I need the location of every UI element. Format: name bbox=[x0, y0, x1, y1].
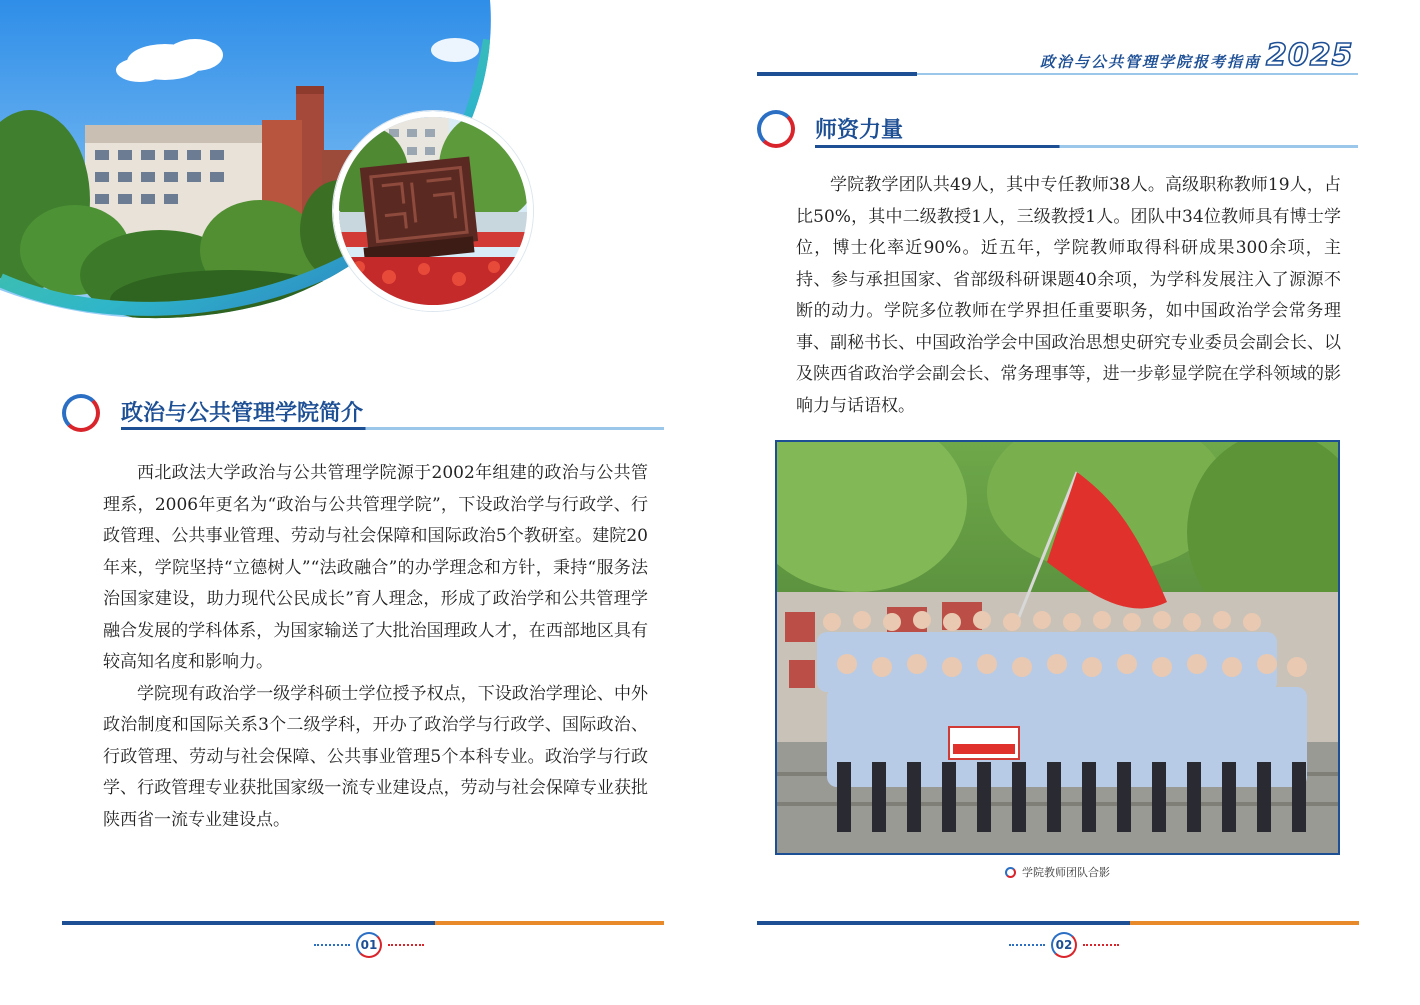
footer-bar bbox=[757, 921, 1359, 925]
caption-text: 学院教师团队合影 bbox=[1022, 866, 1110, 879]
photo-caption bbox=[1005, 864, 1110, 880]
section-title-faculty: 师资力量 bbox=[815, 118, 904, 143]
page-number-badge: 01 bbox=[356, 932, 382, 958]
dots-right bbox=[1083, 944, 1119, 946]
header-bar-light bbox=[917, 73, 1358, 75]
dots-left bbox=[1009, 944, 1045, 946]
caption-icon bbox=[1005, 867, 1016, 878]
dots-right bbox=[388, 944, 424, 946]
section-title-intro: 政治与公共管理学院简介 bbox=[121, 401, 364, 426]
section-underline bbox=[121, 427, 664, 430]
header-bar-dark bbox=[757, 72, 917, 76]
footer-bar bbox=[62, 921, 664, 925]
intro-paragraph-1: 西北政法大学政治与公共管理学院源于2002年组建的政治与公共管理系，2006年更名为“政治与公共管理学院”，下设政治学与行政学、行政管理、公共事业管理、劳动与社会保障和国际政治5个教研室。建院20年来，学院坚持“立德树人”“法政融合”的办学理念和方针，秉持“服务法治国家建设，助力现代公民成长”育人理念，形成了政治学和公共管理学融合发展的学科体系，为国家输送了大批治国理政人才，在西部地区具有较高知名度和影响力。 bbox=[103, 463, 648, 672]
seal-stone-photo bbox=[333, 111, 533, 311]
intro-paragraph-2: 学院现有政治学一级学科硕士学位授予权点，下设政治学理论、中外政治制度和国际关系3个二级学科，开办了政治学与行政学、国际政治、行政管理、劳动与社会保障、公共事业管理5个本科专业。政治学与行政学、行政管理专业获批国家级一流专业建设点，劳动与社会保障专业获批陕西省一流专业建设点。 bbox=[103, 683, 648, 830]
page-number-right bbox=[1009, 932, 1119, 958]
faculty-group-photo bbox=[775, 440, 1340, 855]
faculty-paragraph: 学院教学团队共49人，其中专任教师38人。高级职称教师19人，占比50%，其中二级教授1人，三级教授1人。团队中34位教师具有博士学位，博士化率近90%。近五年，学院教师取得科研成果300余项，主持、参与承担国家、省部级科研课题40余项，为学科发展注入了源源不断的动力。学院多位教师在学界担任重要职务，如中国政治学会常务理事、副秘书长、中国政治学会中国政治思想史研究专业委员会副会长、以及陕西省政治学会副会长、常务理事等，进一步彰显学院在学科领域的影响力与话语权。 bbox=[796, 175, 1341, 416]
section-icon bbox=[757, 110, 795, 148]
intro-body bbox=[103, 458, 648, 836]
guide-year: 2025 bbox=[1266, 38, 1354, 73]
section-icon bbox=[62, 394, 100, 432]
page-number-badge: 02 bbox=[1051, 932, 1077, 958]
section-underline bbox=[815, 145, 1358, 148]
guide-title: 政治与公共管理学院报考指南 bbox=[1040, 53, 1262, 71]
page-number-left bbox=[314, 932, 424, 958]
faculty-body bbox=[796, 170, 1341, 422]
dots-left bbox=[314, 944, 350, 946]
